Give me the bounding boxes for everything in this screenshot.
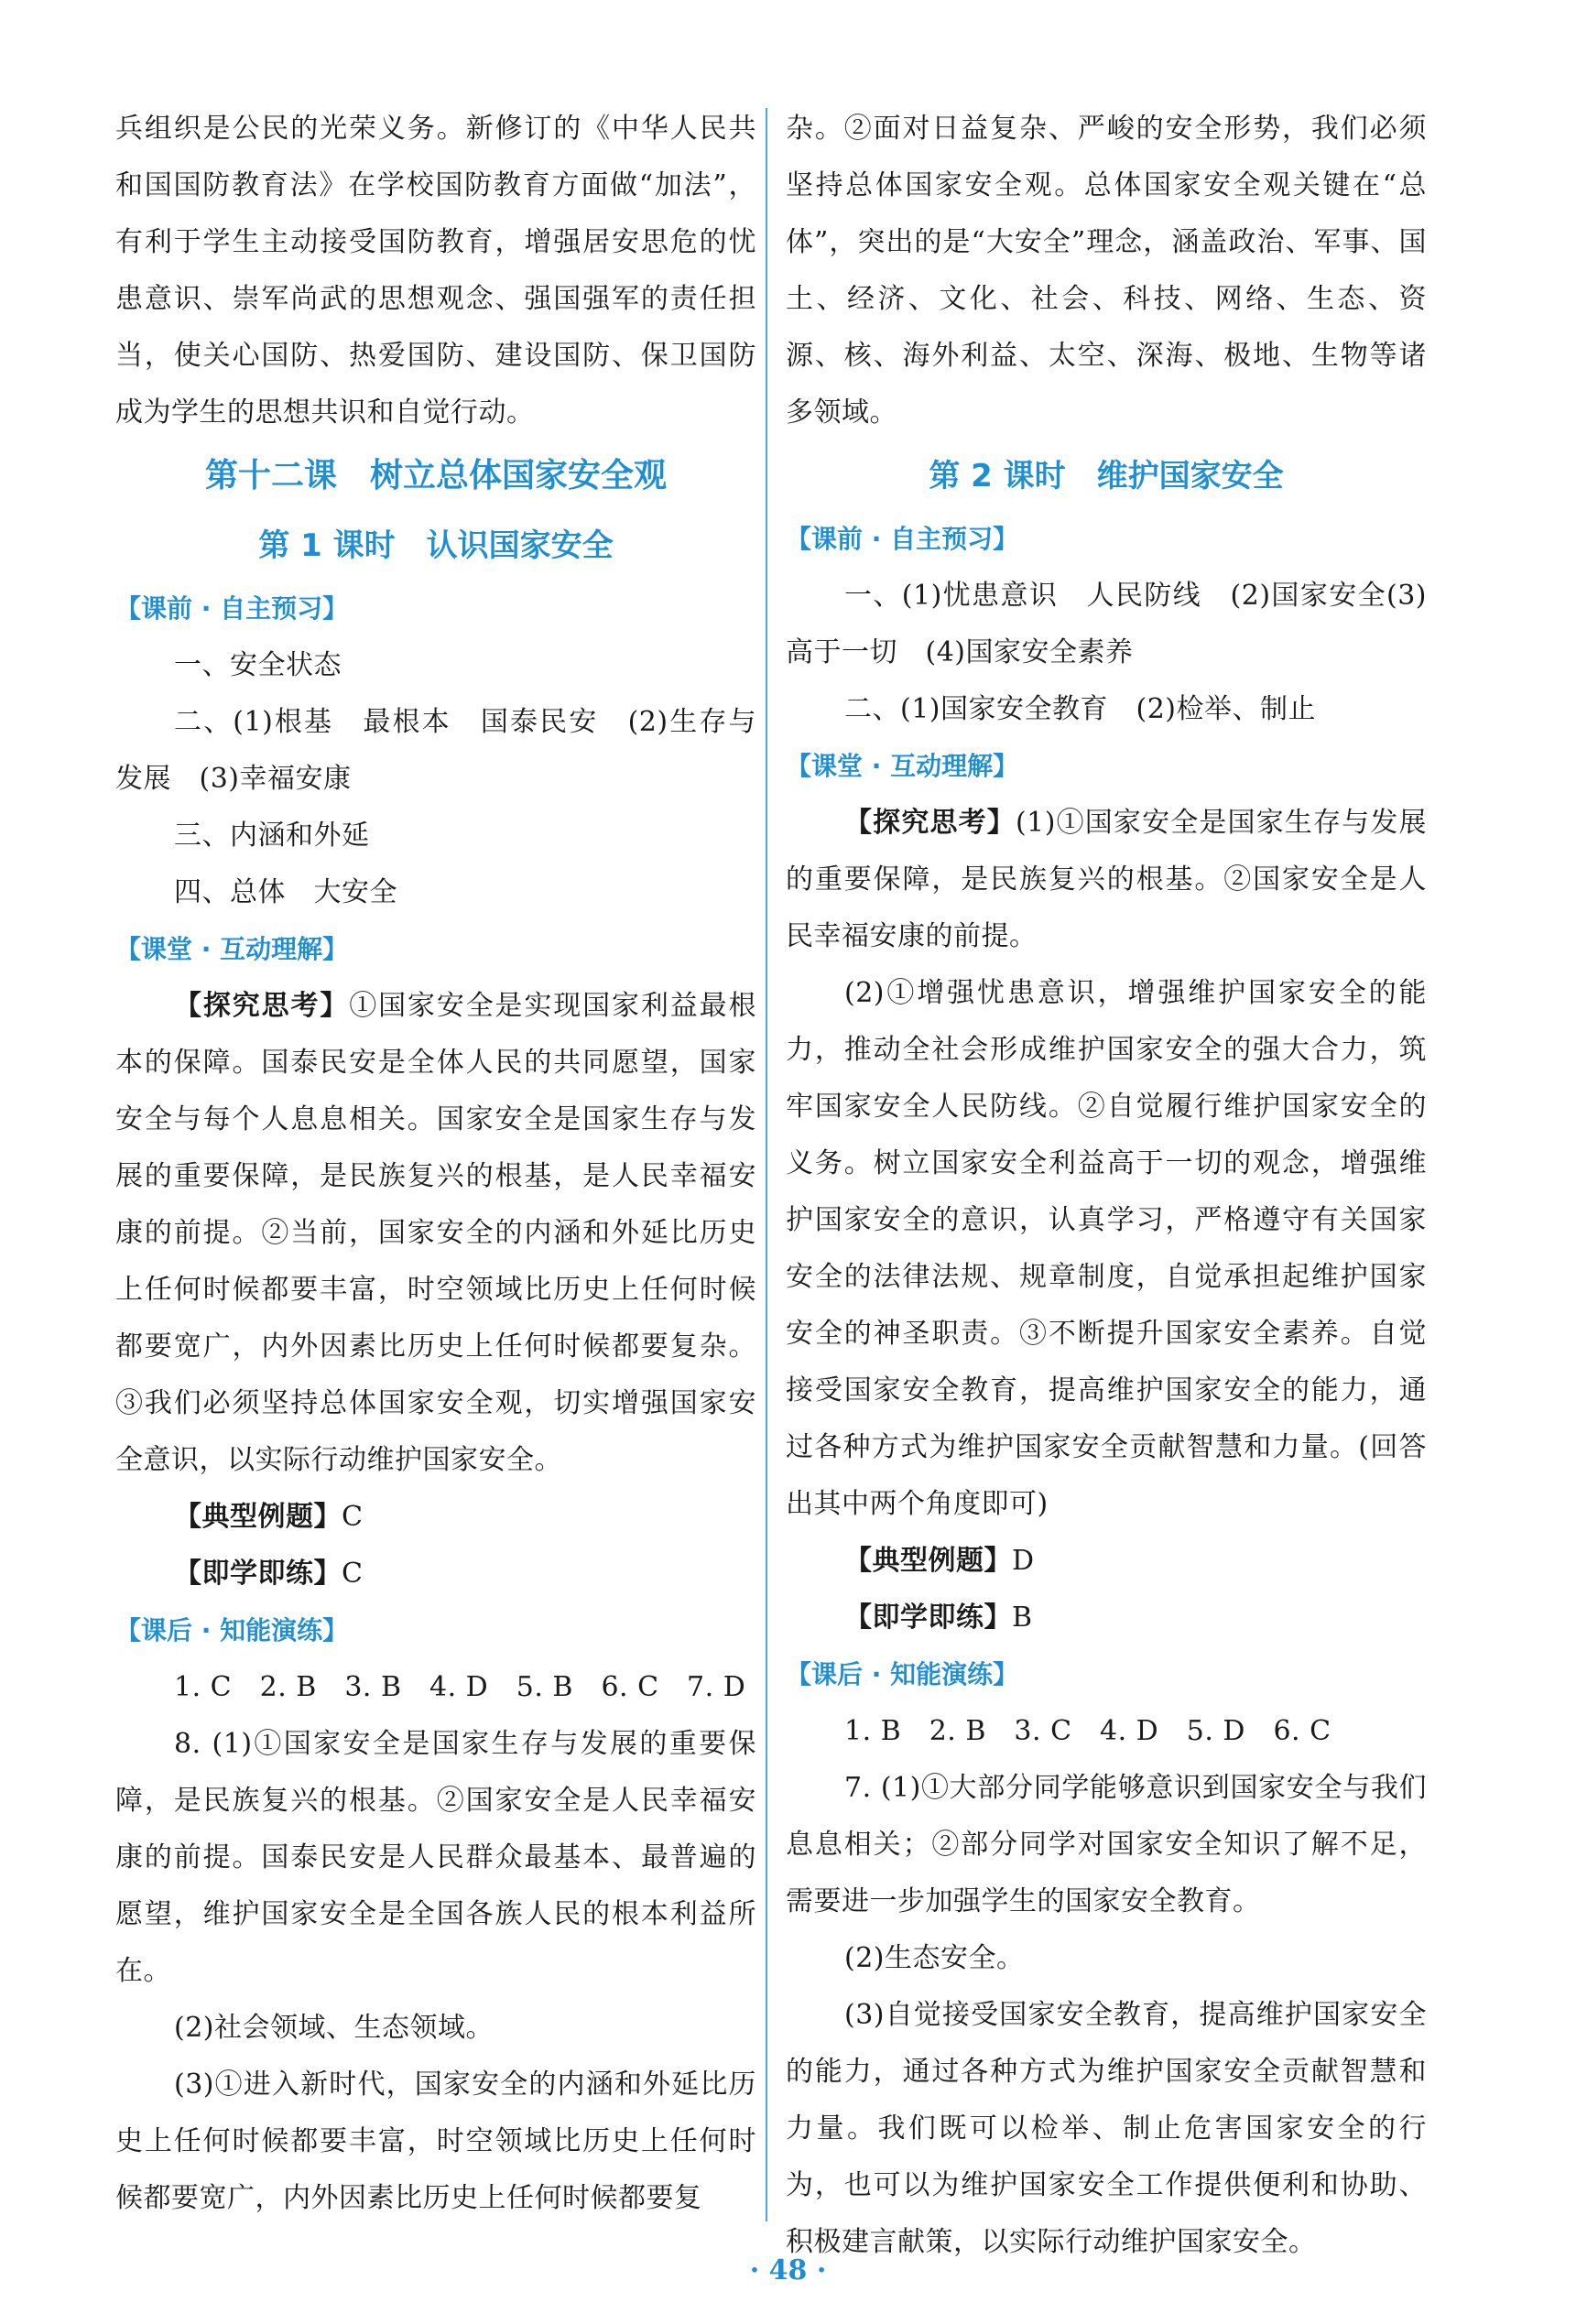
left-column	[115, 101, 756, 2227]
preview-answer-1: 一、安全状态	[174, 649, 342, 681]
example-answer: C	[342, 1501, 364, 1533]
preview-answer-4: 四、总体 大安全	[174, 876, 397, 908]
example-label: 【典型例题】	[844, 1545, 1012, 1577]
section-class-tag: 【课堂 · 互动理解】	[786, 751, 1019, 781]
explore-paragraph-2: (2)①增强忧患意识，增强维护国家安全的能力，推动全社会形成维护国家安全的强大合力，筑牢国家安全人民防线。②自觉履行维护国家安全的义务。树立国家安全利益高于一切的观念，增强维护国家安全的意识，认真学习，严格遵守有关国家安全的法律法规、规章制度，自觉承担起维护国家安全的神圣职责。③不断提升国家安全素养。自觉接受国家安全教育，提高维护国家安全的能力，通过各种方式为维护国家安全贡献智慧和力量。(回答出其中两个角度即可)	[786, 977, 1427, 1520]
explore-text-1: (1)①国家安全是国家生存与发展的重要保障，是民族复兴的根基。②国家安全是人民幸福安康的前提。	[786, 807, 1428, 952]
practice-label: 【即学即练】	[844, 1602, 1012, 1634]
question-7-part-1: 7. (1)①大部分同学能够意识到国家安全与我们息息相关；②部分同学对国家安全知识了解不足，需要进一步加强学生的国家安全教育。	[786, 1772, 1427, 1917]
lesson-2-title: 第 2 课时 维护国家安全	[929, 458, 1284, 494]
practice-answer: C	[342, 1558, 364, 1590]
section-after-tag: 【课后 · 知能演练】	[115, 1615, 349, 1645]
lesson-1-title: 第 1 课时 认识国家安全	[258, 527, 614, 564]
continued-paragraph: 兵组织是公民的光荣义务。新修订的《中华人民共和国国防教育法》在学校国防教育方面做“加法”，有利于学生主动接受国防教育，增强居安思危的忧患意识、崇军尚武的思想观念、强国强军的责任担当，使关心国防、热爱国防、建设国防、保卫国防成为学生的思想共识和自觉行动。	[115, 113, 756, 429]
practice-label: 【即学即练】	[174, 1558, 342, 1590]
explore-paragraph	[115, 978, 756, 1489]
explore-label: 【探究思考】	[844, 807, 1016, 839]
preview-answer-2: 二、(1)国家安全教育 (2)检举、制止	[844, 693, 1316, 725]
preview-answer-1: 一、(1)忧患意识 人民防线 (2)国家安全(3)高于一切 (4)国家安全素养	[786, 580, 1427, 668]
practice-line	[786, 1590, 1427, 1646]
example-answer: D	[1012, 1545, 1035, 1577]
example-line	[786, 1533, 1427, 1590]
question-8-part-2: (2)社会领域、生态领域。	[174, 2012, 494, 2044]
preview-answer-3: 三、内涵和外延	[174, 820, 370, 852]
section-preview-tag: 【课前 · 自主预习】	[115, 593, 349, 624]
practice-answer: B	[1012, 1602, 1033, 1634]
column-divider	[766, 108, 767, 2221]
right-column	[786, 101, 1427, 2271]
question-7-part-2: (2)生态安全。	[844, 1942, 1025, 1974]
section-preview-tag: 【课前 · 自主预习】	[786, 524, 1019, 554]
question-8-part-1: 8. (1)①国家安全是国家生存与发展的重要保障，是民族复兴的根基。②国家安全是人民幸福安康的前提。国泰民安是人民群众最基本、最普遍的愿望，维护国家安全是全国各族人民的根本利益所在。	[115, 1728, 756, 1987]
practice-line	[115, 1546, 756, 1602]
page-number: · 48 ·	[749, 2254, 827, 2286]
answers-row: 1. C 2. B 3. B 4. D 5. B 6. C 7. D	[174, 1671, 746, 1703]
question-7-part-3: (3)自觉接受国家安全教育，提高维护国家安全的能力，通过各种方式为维护国家安全贡献智慧和力量。我们既可以检举、制止危害国家安全的行为，也可以为维护国家安全工作提供便利和协助、积极建言献策，以实际行动维护国家安全。	[786, 1999, 1427, 2258]
preview-answer-2: 二、(1)根基 最根本 国泰民安 (2)生存与发展 (3)幸福安康	[115, 706, 756, 795]
lesson-title: 第十二课 树立总体国家安全观	[204, 457, 667, 494]
explore-paragraph-1	[786, 795, 1427, 965]
explore-text: ①国家安全是实现国家利益最根本的保障。国泰民安是全体人民的共同愿望，国家安全与每个人息息相关。国家安全是国家生存与发展的重要保障，是民族复兴的根基，是人民幸福安康的前提。②当前，国家安全的内涵和外延比历史上任何时候都要丰富，时空领域比历史上任何时候都要宽广，内外因素比历史上任何时候都要复杂。③我们必须坚持总体国家安全观，切实增强国家安全意识，以实际行动维护国家安全。	[115, 990, 757, 1476]
continued-paragraph: 杂。②面对日益复杂、严峻的安全形势，我们必须坚持总体国家安全观。总体国家安全观关键在“总体”，突出的是“大安全”理念，涵盖政治、军事、国土、经济、文化、社会、科技、网络、生态、资源、核、海外利益、太空、深海、极地、生物等诸多领域。	[786, 113, 1427, 429]
example-line	[115, 1489, 756, 1546]
answers-row: 1. B 2. B 3. C 4. D 5. D 6. C	[844, 1715, 1331, 1747]
section-after-tag: 【课后 · 知能演练】	[786, 1659, 1019, 1689]
section-class-tag: 【课堂 · 互动理解】	[115, 934, 349, 964]
explore-label: 【探究思考】	[174, 990, 350, 1022]
example-label: 【典型例题】	[174, 1501, 342, 1533]
question-8-part-3: (3)①进入新时代，国家安全的内涵和外延比历史上任何时候都要丰富，时空领域比历史上任何时候都要宽广，内外因素比历史上任何时候都要复	[115, 2069, 756, 2214]
